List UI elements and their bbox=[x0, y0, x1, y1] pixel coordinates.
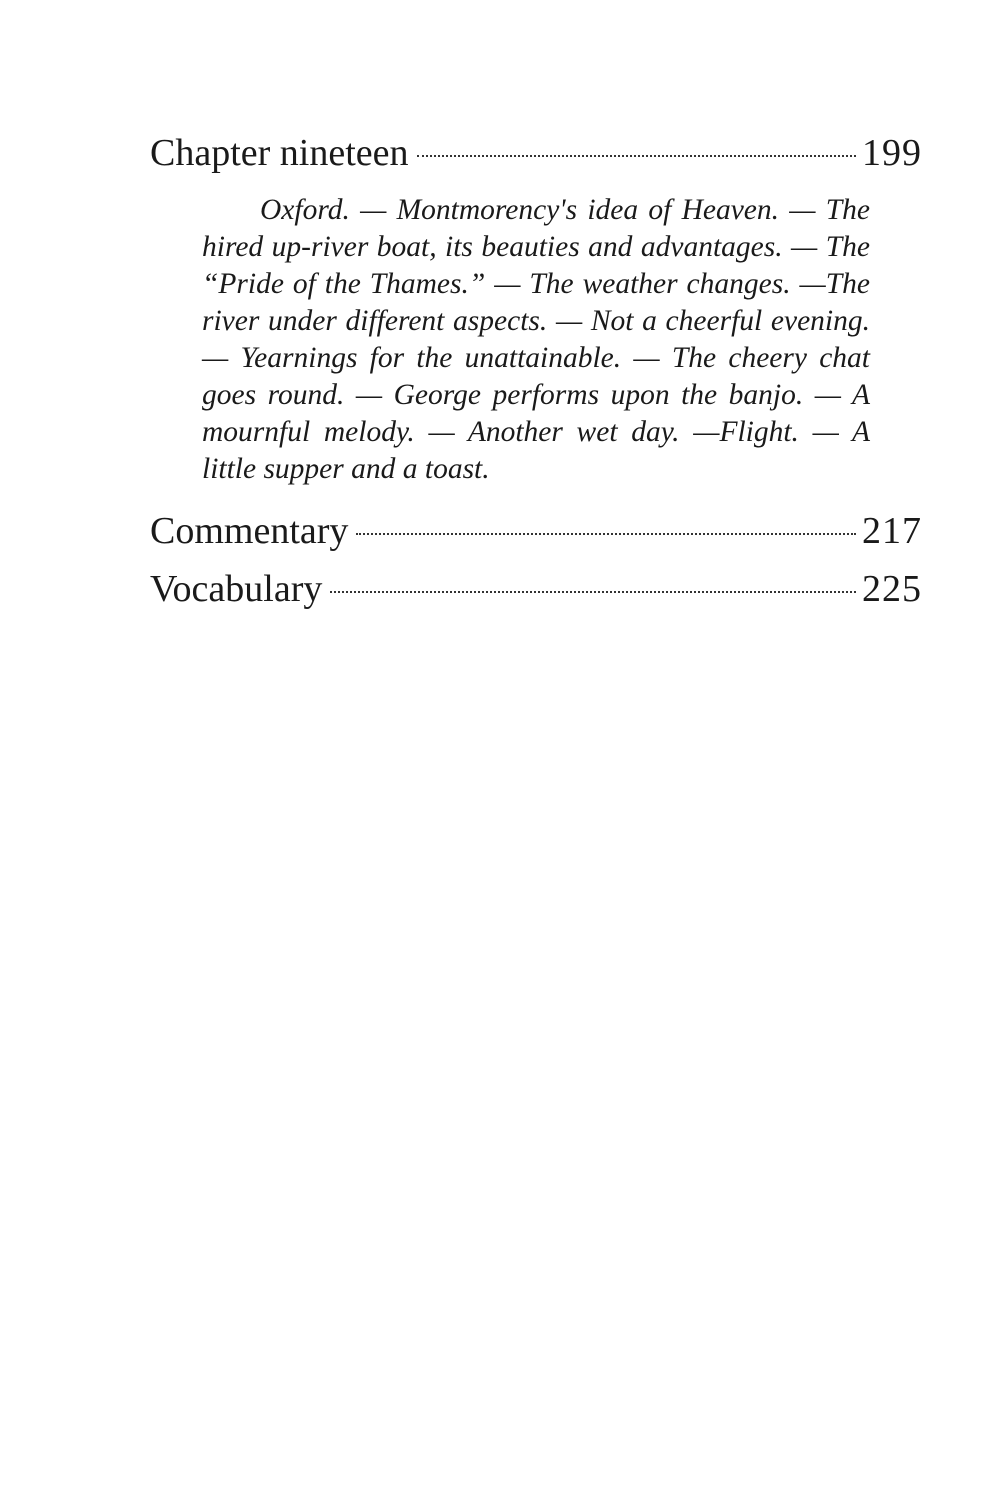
toc-entry-chapter-nineteen[interactable] bbox=[150, 128, 922, 178]
toc-entry-vocabulary[interactable] bbox=[150, 564, 922, 614]
dot-leader bbox=[356, 533, 856, 535]
dot-leader bbox=[417, 155, 856, 157]
table-of-contents bbox=[150, 128, 922, 614]
toc-entry-commentary[interactable] bbox=[150, 506, 922, 556]
toc-entry-title: Commentary bbox=[150, 510, 349, 552]
toc-entry-page-number: 199 bbox=[862, 132, 922, 174]
dot-leader bbox=[330, 591, 856, 593]
toc-entry-title: Vocabulary bbox=[150, 568, 323, 610]
toc-entry-page-number: 225 bbox=[862, 568, 922, 610]
toc-entry-page-number: 217 bbox=[862, 510, 922, 552]
chapter-synopsis: Oxford. — Montmorency's idea of Heaven. — The hired up-river boat, its beauties and advantages. — The “Pride of the Thames.” — The weather changes. —The river under different aspects. — Not a cheerful evening. — Yearnings for the unattainable. — The cheery chat goes round. — George performs upon the banjo. — A mournful melody. — Another wet day. —Flight. — A little supper and a toast. bbox=[202, 194, 870, 485]
toc-entry-title: Chapter nineteen bbox=[150, 132, 409, 174]
